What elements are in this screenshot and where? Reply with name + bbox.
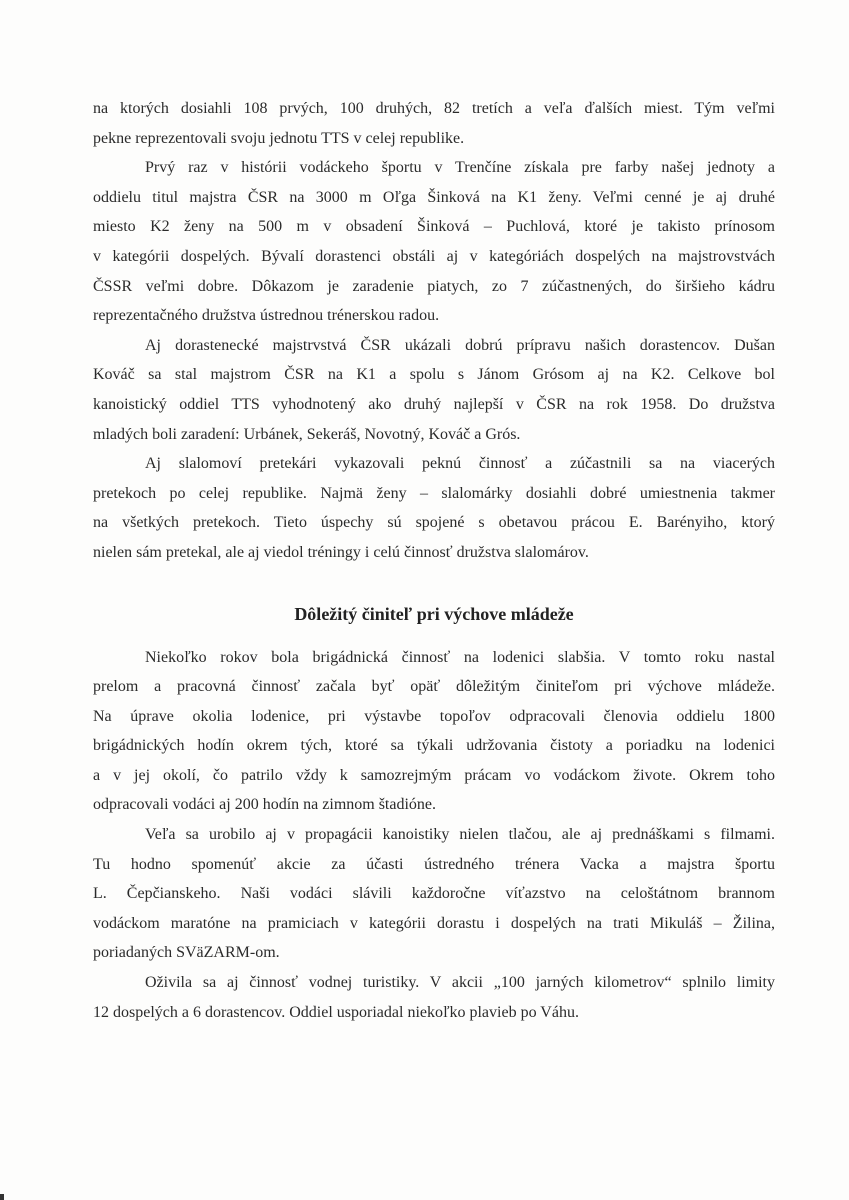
- text-line: Na úprave okolia lodenice, pri výstavbe topoľov odpracovali členovia oddielu 1800: [93, 707, 775, 725]
- text-line: Niekoľko rokov bola brigádnická činnosť na lodenici slabšia. V tomto roku nastal: [145, 648, 775, 666]
- text-line: mladých boli zaradení: Urbánek, Sekeráš, Novotný, Kováč a Grós.: [93, 425, 521, 443]
- paragraph: [93, 643, 775, 821]
- text-line: na všetkých pretekoch. Tieto úspechy sú spojené s obetavou prácou E. Barényiho, ktorý: [93, 514, 775, 532]
- text-line: Kováč sa stal majstrom ČSR na K1 a spolu s Jánom Grósom aj na K2. Celkove bol: [93, 366, 775, 384]
- text-line: a v jej okolí, čo patrilo vždy k samozrejmým prácam vo vodáckom živote. Okrem toho: [93, 766, 775, 784]
- text-line: Tu hodno spomenúť akcie za účasti ústredného trénera Vacka a majstra športu: [93, 855, 775, 873]
- text-line: oddielu titul majstra ČSR na 3000 m Oľga Šinková na K1 ženy. Veľmi cenné je aj druhé: [93, 188, 775, 206]
- text-line: poriadaných SVäZARM-om.: [93, 944, 280, 962]
- text-line: Aj slalomoví pretekári vykazovali peknú činnosť a zúčastnili sa na viacerých: [145, 455, 775, 473]
- text-line: pretekoch po celej republike. Najmä ženy – slalomárky dosiahli dobré umiestnenia takmer: [93, 484, 775, 502]
- text-line: kanoistický oddiel TTS vyhodnotený ako druhý najlepší v ČSR na rok 1958. Do družstva: [93, 395, 775, 413]
- text-line: L. Čepčianskeho. Naši vodáci slávili každoročne víťazstvo na celoštátnom brannom: [93, 885, 775, 903]
- paragraph: [93, 331, 775, 449]
- paragraph: [93, 153, 775, 331]
- text-line: pekne reprezentovali svoju jednotu TTS v celej republike.: [93, 129, 465, 147]
- text-line: prelom a pracovná činnosť začala byť opäť dôležitým činiteľom pri výchove mládeže.: [93, 678, 775, 696]
- text-line: vodáckom maratóne na pramiciach v kategórii dorastu i dospelých na trati Mikuláš – Žilina,: [93, 914, 775, 932]
- text-line: Prvý raz v histórii vodáckeho športu v Trenčíne získala pre farby našej jednoty a: [145, 159, 775, 177]
- text-line: na ktorých dosiahli 108 prvých, 100 druhých, 82 tretích a veľa ďalších miest. Tým veľmi: [93, 100, 775, 117]
- text-line: miesto K2 ženy na 500 m v obsadení Šinková – Puchlová, ktoré je takisto prínosom: [93, 218, 775, 236]
- paragraph: [93, 449, 775, 567]
- text-line: nielen sám pretekal, ale aj viedol tréningy i celú činnosť družstva slalomárov.: [93, 543, 589, 561]
- scan-artifact: [0, 1194, 4, 1200]
- text-line: brigádnických hodín okrem tých, ktoré sa týkali udržovania čistoty a poriadku na lodenici: [93, 737, 775, 755]
- text-line: Oživila sa aj činnosť vodnej turistiky. V akcii „100 jarných kilometrov“ splnilo limity: [145, 974, 775, 992]
- paragraph: [93, 968, 775, 1027]
- text-line: reprezentačného družstva ústrednou trénerskou radou.: [93, 307, 440, 325]
- text-line: odpracovali vodáci aj 200 hodín na zimnom štadióne.: [93, 796, 437, 814]
- text-line: 12 dospelých a 6 dorastencov. Oddiel usporiadal niekoľko plavieb po Váhu.: [93, 1003, 579, 1021]
- text-line: v kategórii dospelých. Bývalí dorastenci obstáli aj v kategóriách dospelých na majstrovstvách: [93, 247, 775, 265]
- paragraph: [93, 820, 775, 968]
- text-line: Veľa sa urobilo aj v propagácii kanoistiky nielen tlačou, ale aj prednáškami s filmami.: [145, 826, 775, 844]
- document-body: [93, 94, 775, 1027]
- text-line: Aj dorastenecké majstrvstvá ČSR ukázali dobrú prípravu našich dorastencov. Dušan: [145, 336, 775, 354]
- paragraph: [93, 94, 775, 153]
- section-heading: Dôležitý činiteľ pri výchove mládeže: [294, 603, 574, 624]
- text-line: ČSSR veľmi dobre. Dôkazom je zaradenie piatych, zo 7 zúčastnených, do širšieho kádru: [93, 277, 775, 295]
